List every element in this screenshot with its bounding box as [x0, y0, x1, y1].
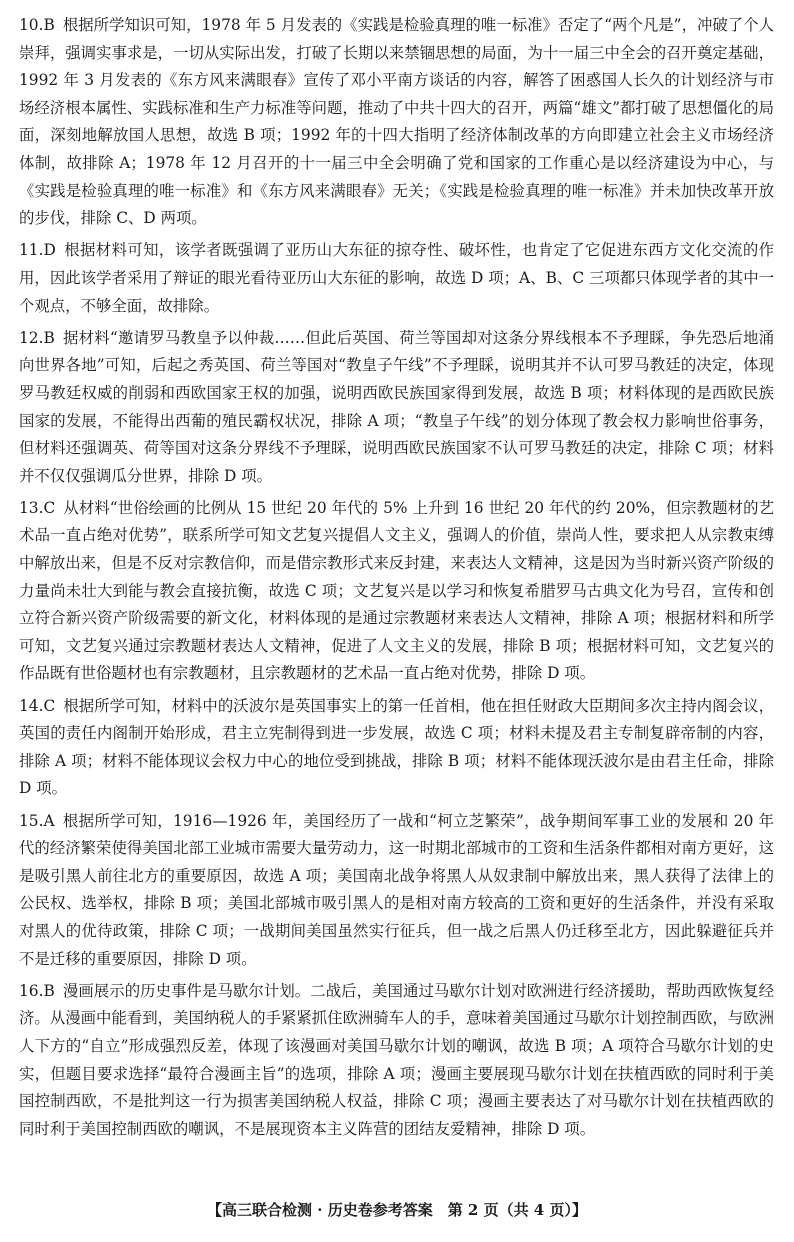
- answer-item: [19, 693, 774, 803]
- answer-explanation: 从材料“世俗绘画的比例从 15 世纪 20 年代的 5% 上升到 16 世纪 20 年代的约 20%，但宗教题材的艺术品一直占绝对优势”，联系所学可知文艺复兴提倡人文主义，强调人的价值，崇尚人性，要求把人从宗教束缚中解放出来，但是不反对宗教信仰，而是借宗教形式来反封建，来表达人文精神，这是因为当时新兴资产阶级的力量尚未壮大到能与教会直接抗衡，故选 C 项；文艺复兴是以学习和恢复希腊罗马古典文化为号召，宣传和创立符合新兴资产阶级需要的新文化，材料体现的是通过宗教题材来表达人文精神，排除 A 项；根据材料和所学可知，文艺复兴通过宗教题材表达人文精神，促进了人文主义的发展，排除 B 项；根据材料可知，文艺复兴的作品既有世俗题材也有宗教题材，且宗教题材的艺术品一直占绝对优势，排除 D 项。: [19, 498, 774, 683]
- answer-explanation: 据材料“邀请罗马教皇予以仲裁……但此后英国、荷兰等国却对这条分界线根本不予理睬，争先恐后地涌向世界各地”可知，后起之秀英国、荷兰等国对“教皇子午线”不予理睬，说明其并不认可罗马教廷的决定，体现罗马教廷权威的削弱和西欧国家王权的加强，说明西欧民族国家得到发展，故选 B 项；材料体现的是西欧民族国家的发展，不能得出西葡的殖民霸权状况，排除 A 项；“教皇子午线”的划分体现了教会权力影响世俗事务，但材料还强调英、荷等国对这条分界线不予理睬，说明西欧民族国家不认可罗马教廷的决定，排除 C 项；材料并不仅仅强调瓜分世界，排除 D 项。: [19, 328, 774, 485]
- answer-number: 11.D: [19, 241, 56, 260]
- answer-explanation: 漫画展示的历史事件是马歇尔计划。二战后，美国通过马歇尔计划对欧洲进行经济援助，帮助西欧恢复经济。从漫画中能看到，美国纳税人的手紧紧抓住欧洲骑车人的手，意味着美国通过马歇尔计划控制西欧，与欧洲人下方的“自立”形成强烈反差，体现了该漫画对美国马歇尔计划的嘲讽，故选 B 项；A 项符合马歇尔计划的史实，但题目要求选择“最符合漫画主旨”的选项，排除 A 项；漫画主要展现马歇尔计划在扶植西欧的同时利于美国控制西欧，不是批判这一行为损害美国纳税人权益，排除 C 项；漫画主要表达了对马歇尔计划在扶植西欧的同时利于美国控制西欧的嘲讽，不是展现资本主义阵营的团结友爱精神，排除 D 项。: [19, 981, 774, 1138]
- answer-item: [19, 978, 774, 1144]
- answer-explanation: 根据所学可知，1916—1926 年，美国经历了一战和“柯立芝繁荣”，战争期间军事工业的发展和 20 年代的经济繁荣使得美国北部工业城市需要大量劳动力，这一时期北部城市的工资和生活条件都相对南方更好，这是吸引黑人前往北方的重要原因，故选 A 项；美国南北战争将黑人从奴隶制中解放出来，黑人获得了法律上的公民权、选举权，排除 B 项；美国北部城市吸引黑人的是相对南方较高的工资和更好的生活条件，并没有采取对黑人的优待政策，排除 C 项；一战期间美国虽然实行征兵，但一战之后黑人仍迁移至北方，因此躲避征兵并不是迁移的重要原因，排除 D 项。: [19, 811, 774, 968]
- answer-explanation: 根据材料可知，该学者既强调了亚历山大东征的掠夺性、破坏性，也肯定了它促进东西方文化交流的作用，因此该学者采用了辩证的眼光看待亚历山大东征的影响，故选 D 项；A、B、C 三项都只体现学者的其中一个观点，不够全面，故排除。: [19, 241, 774, 315]
- answer-number: 15.A: [19, 811, 55, 830]
- answer-item: [19, 808, 774, 974]
- answer-number: 13.C: [19, 498, 56, 517]
- answer-list: [19, 12, 774, 1143]
- answer-item: [19, 325, 774, 491]
- answer-explanation: 根据所学可知，材料中的沃波尔是英国事实上的第一任首相，他在担任财政大臣期间多次主持内阁会议，英国的责任内阁制开始形成，君主立宪制得到进一步发展，故选 C 项；材料未提及君主专制复辟帝制的内容，排除 A 项；材料不能体现议会权力中心的地位受到挑战，排除 B 项；材料不能体现沃波尔是由君主任命，排除 D 项。: [19, 696, 774, 798]
- answer-item: [19, 12, 774, 233]
- page-footer: 【高三联合检测 · 历史卷参考答案 第 2 页（共 4 页）】: [207, 1201, 587, 1219]
- answer-number: 14.C: [19, 696, 56, 715]
- answer-item: [19, 495, 774, 688]
- answer-number: 16.B: [19, 981, 55, 1000]
- answer-explanation: 根据所学知识可知，1978 年 5 月发表的《实践是检验真理的唯一标准》否定了“两个凡是”，冲破了个人崇拜，强调实事求是，一切从实际出发，打破了长期以来禁锢思想的局面，为十一届三中全会的召开奠定基础，1992 年 3 月发表的《东方风来满眼春》宣传了邓小平南方谈话的内容，解答了困惑国人长久的计划经济与市场经济根本属性、实践标准和生产力标准等问题，推动了中共十四大的召开，两篇“雄文”都打破了思想僵化的局面，深刻地解放国人思想，故选 B 项；1992 年的十四大指明了经济体制改革的方向即建立社会主义市场经济体制，故排除 A；1978 年 12 月召开的十一届三中全会明确了党和国家的工作重心是以经济建设为中心，与《实践是检验真理的唯一标准》和《东方风来满眼春》无关；《实践是检验真理的唯一标准》并未加快改革开放的步伐，排除 C、D 两项。: [19, 16, 774, 228]
- answer-number: 12.B: [19, 328, 55, 347]
- answer-number: 10.B: [19, 16, 55, 34]
- answer-item: [19, 237, 774, 320]
